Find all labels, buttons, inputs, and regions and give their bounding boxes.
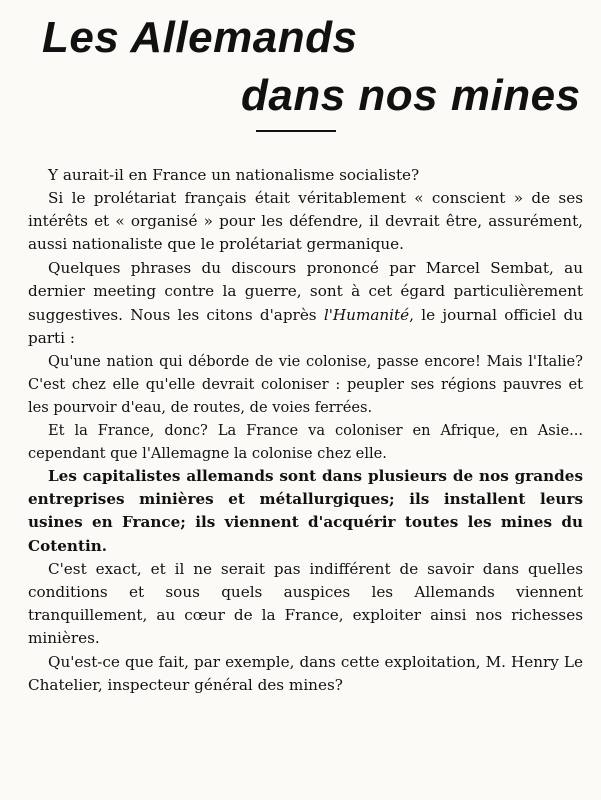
paragraph-le-chatelier: Qu'est-ce que fait, par exemple, dans cette exploitation, M. Henry Le Chatelier, inspecteur général des mines?	[28, 652, 583, 695]
title-divider	[256, 130, 336, 132]
paragraph-sembat-before: Quelques phrases du discours prononcé par Marcel Sembat, au dernier meeting contre la guerre, sont à cet égard particulièrement suggestives. Nous les citons d'après	[28, 259, 583, 324]
quote-italy: Qu'une nation qui déborde de vie colonise, passe encore! Mais l'Italie? C'est chez elle qu'elle devrait coloniser : peupler ses régions pauvres et les pourvoir d'eau, de routes, de voies ferrées.	[28, 352, 583, 416]
source-humanite: l'Humanité	[323, 305, 410, 324]
quote-capitalists: Les capitalistes allemands sont dans plusieurs de nos grandes entreprises minières et métallurgiques; ils installent leurs usines en France; ils viennent d'acquérir toutes les mines du Cotentin.	[28, 467, 583, 555]
article-title-line-1: Les Allemands	[42, 13, 358, 62]
paragraph-proletariat: Si le prolétariat français était véritablement « conscient » de ses intérêts et « organisé » pour les défendre, il devrait être, assurément, aussi nationaliste que le prolétariat germanique.	[28, 189, 583, 254]
article-title-line-2: dans nos mines	[241, 71, 581, 120]
paragraph-question: Y aurait-il en France un nationalisme socialiste?	[48, 166, 420, 184]
paragraph-sembat-after: , le journal officiel du parti :	[28, 305, 584, 347]
paragraph-sembat	[28, 257, 583, 349]
article-body	[28, 164, 583, 697]
quote-france: Et la France, donc? La France va coloniser en Afrique, en Asie... cependant que l'Allemagne la colonise chez elle.	[28, 422, 583, 463]
paragraph-exact: C'est exact, et il ne serait pas indifférent de savoir dans quelles conditions et sous quels auspices les Allemands viennent tranquillement, au cœur de la France, exploiter ainsi nos richesses minières.	[28, 559, 583, 647]
